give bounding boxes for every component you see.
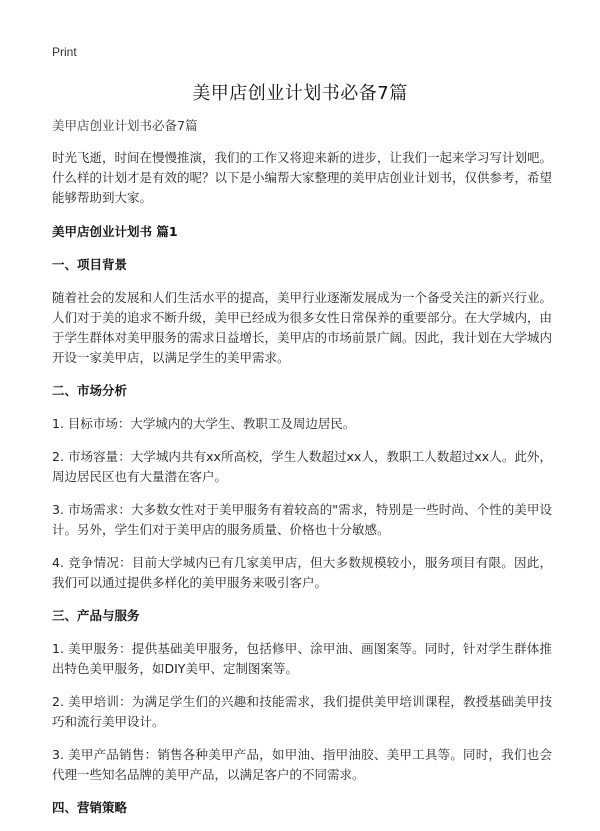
list-item: 2. 美甲培训：为满足学生们的兴趣和技能需求，我们提供美甲培训课程，教授基础美甲技巧和流行美甲设计。: [52, 694, 552, 729]
print-link[interactable]: Print: [52, 45, 77, 59]
list-item: 4. 竞争情况：目前大学城内已有几家美甲店，但大多数规模较小，服务项目有限。因此，我们可以通过提供多样化的美甲服务来吸引客户。: [52, 555, 552, 590]
document-body: [52, 116, 552, 831]
section-paragraph: 随着社会的发展和人们生活水平的提高，美甲行业逐渐发展成为一个备受关注的新兴行业。人们对于美的追求不断升级，美甲已经成为很多女性日常保养的重要部分。在大学城内，由于学生群体对美甲服务的需求日益增长，美甲店的市场前景广阔。因此，我计划在大学城内开设一家美甲店，以满足学生的美甲需求。: [52, 290, 553, 365]
document-title: 美甲店创业计划书必备7篇: [192, 83, 408, 104]
part-heading: 美甲店创业计划书 篇1: [52, 224, 178, 239]
section-heading: 三、产品与服务: [52, 608, 140, 623]
section-heading: 一、项目背景: [52, 257, 128, 272]
list-item: 1. 目标市场：大学城内的大学生、教职工及周边居民。: [52, 416, 356, 431]
list-item: 3. 美甲产品销售：销售各种美甲产品，如甲油、指甲油胶、美甲工具等。同时，我们也会代理一些知名品牌的美甲产品，以满足客户的不同需求。: [52, 747, 552, 782]
section-heading: 二、市场分析: [52, 383, 128, 398]
document-subtitle: 美甲店创业计划书必备7篇: [52, 118, 198, 133]
list-item: 2. 市场容量：大学城内共有xx所高校，学生人数超过xx人，教职工人数超过xx人。此外，周边居民区也有大量潜在客户。: [52, 449, 552, 484]
section-heading: 四、营销策略: [52, 800, 128, 815]
list-item: 1. 美甲服务：提供基础美甲服务，包括修甲、涂甲油、画图案等。同时，针对学生群体推出特色美甲服务，如DIY美甲、定制图案等。: [52, 641, 552, 676]
list-item: 3. 市场需求：大多数女性对于美甲服务有着较高的"需求，特别是一些时尚、个性的美甲设计。另外，学生们对于美甲店的服务质量、价格也十分敏感。: [52, 502, 552, 537]
intro-paragraph: 时光飞逝，时间在慢慢推演，我们的工作又将迎来新的进步，让我们一起来学习写计划吧。什么样的计划才是有效的呢？以下是小编帮大家整理的美甲店创业计划书，仅供参考，希望能够帮助到大家。: [52, 150, 553, 205]
